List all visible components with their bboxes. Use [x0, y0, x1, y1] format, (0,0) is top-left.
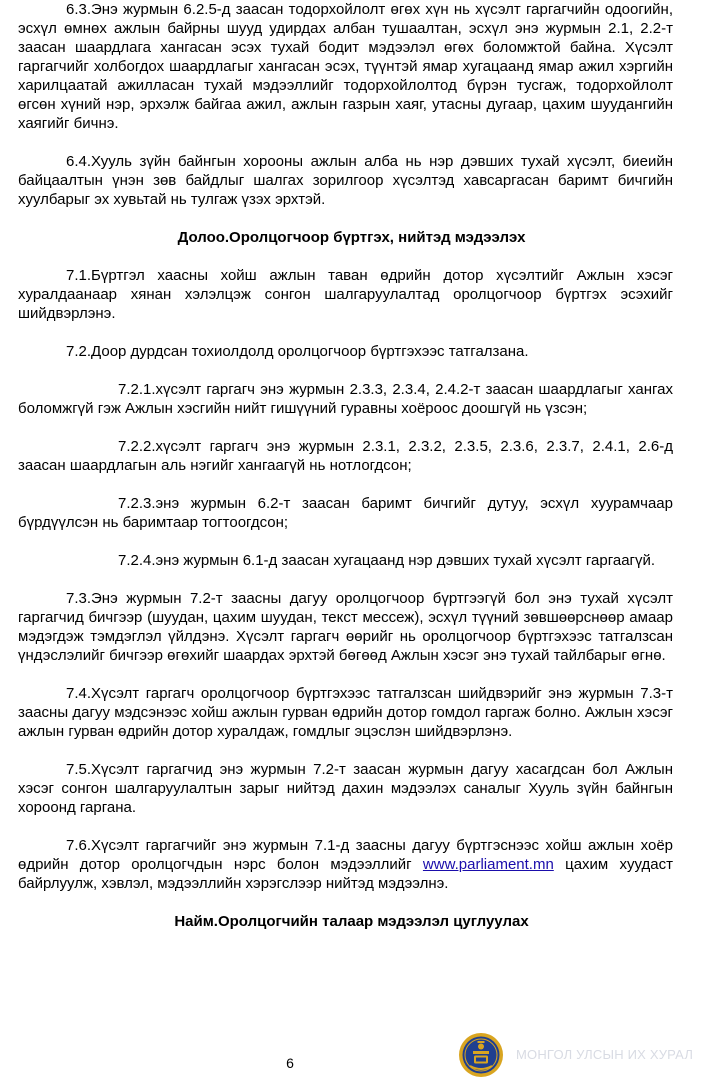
- parliament-website-link[interactable]: www.parliament.mn: [422, 856, 554, 873]
- paragraph-6-4: 6.4.Хууль зүйн байнгын хорооны ажлын алба нь нэр дэвших тухай хүсэлт, биеийн байцаалтын үнэн зөв байдлыг шалгах зорилгоор хүсэлтэд хавсаргасан баримт бичгийн хуулбарыг эх хувьтай нь тулгаж үзэх эрхтэй.: [18, 153, 673, 208]
- paragraph-7-1: 7.1.Бүртгэл хаасны хойш ажлын таван өдрийн дотор хүсэлтийг Ажлын хэсэг хуралдаанаар хянан хэлэлцэж сонгон шалгаруулалтад оролцогчоор бүртгэх эсэхийг шийдвэрлэнэ.: [18, 267, 673, 322]
- paragraph-7-2-4: 7.2.4.энэ журмын 6.1-д заасан хугацаанд нэр дэвших тухай хүсэлт гаргаагүй.: [118, 552, 656, 569]
- page-number: 6: [286, 1055, 294, 1071]
- paragraph-7-6-text-before: 7.6.Хүсэлт гаргагчийг энэ журмын 7.1-д заасны дагуу бүртгэснээс хойш ажлын хоёр өдрийн дотор оролцогчдын нэрс болон мэдээллийг: [18, 837, 673, 873]
- document-page: [18, 0, 673, 931]
- paragraph-6-3: 6.3.Энэ журмын 6.2.5-д заасан тодорхойлолт өгөх хүн нь хүсэлт гаргагчийн одоогийн, эсхүл өмнөх ажлын байрны шууд удирдах албан тушаалтан, эсхүл энэ журмын 2.1, 2.2-т заасан шаардлага хангасан эсэх тухай бодит мэдээлэл өгөх боломжтой байна. Хүсэлт гаргагчийг холбогдох шаардлагыг хангасан эсэх, түүнтэй ямар хугацаанд ямар ажил хэргийн харилцаатай ажилласан тухай мэдээллийг тодорхойлолтод бүрэн тусгаж, тодорхойлолт өгсөн хүний нэр, эрхэлж байгаа ажил, ажлын газрын хаяг, утасны дугаар, цахим шуудангийн хаягийг бичнэ.: [18, 1, 673, 132]
- state-emblem-icon: [458, 1032, 504, 1078]
- paragraph-7-2-1: 7.2.1.хүсэлт гаргагч энэ журмын 2.3.3, 2.3.4, 2.4.2-т заасан шаардлагыг хангах боломжгүй гэж Ажлын хэсгийн нийт гишүүний гуравны хоёроос доошгүй нь үзсэн;: [18, 381, 673, 417]
- footer-brand: [458, 1030, 718, 1080]
- paragraph-7-2-2: 7.2.2.хүсэлт гаргагч энэ журмын 2.3.1, 2.3.2, 2.3.5, 2.3.6, 2.3.7, 2.4.1, 2.6-д заасан шаардлагын аль нэгийг хангаагүй нь нотлогдсон;: [18, 438, 673, 474]
- section-heading-7: Долоо.Оролцогчоор бүртгэх, нийтэд мэдээлэх: [177, 229, 526, 246]
- paragraph-7-4: 7.4.Хүсэлт гаргагч оролцогчоор бүртгэхээс татгалзсан шийдвэрийг энэ журмын 7.3-т заасны дагуу мэдсэнээс хойш ажлын гурван өдрийн дотор гомдол гаргаж болно. Ажлын хэсэг ажлын гурван өдрийн дотор хуралдаж, гомдлыг эцэслэн шийдвэрлэнэ.: [18, 685, 673, 740]
- paragraph-7-3: 7.3.Энэ журмын 7.2-т заасны дагуу оролцогчоор бүртгээгүй бол энэ тухай хүсэлт гаргагчид бичгээр (шуудан, цахим шуудан, текст мессеж), эсхүл түүний зөвшөөрснөөр амаар мэдэгдэж тэмдэглэл үйлдэнэ. Хүсэлт гаргагч өөрийг нь оролцогчоор бүртгэхээс татгалзсан үндэслэлийг бичгээр өгөхийг шаардах эрхтэй бөгөөд Ажлын хэсэг энэ тухай тайлбарыг өгнө.: [18, 590, 673, 664]
- paragraph-7-5: 7.5.Хүсэлт гаргагчид энэ журмын 7.2-т заасан журмын дагуу хасагдсан бол Ажлын хэсэг сонгон шалгаруулалтын зарыг нийтэд дахин мэдээлэх саналыг Хууль зүйн байнгын хороонд гаргана.: [18, 761, 673, 816]
- paragraph-7-2-3: 7.2.3.энэ журмын 6.2-т заасан баримт бичгийг дутуу, эсхүл хуурамчаар бүрдүүлсэн нь баримтаар тогтоогдсон;: [18, 495, 673, 531]
- paragraph-7-6-text-after: цахим хуудаст байрлуулж, хэвлэл, мэдээллийн хэрэгслээр нийтэд мэдээлнэ.: [18, 856, 673, 892]
- section-heading-8: Найм.Оролцогчийн талаар мэдээлэл цуглуулах: [174, 913, 529, 930]
- footer-brand-text: МОНГОЛ УЛСЫН ИХ ХУРАЛ: [516, 1047, 694, 1062]
- paragraph-7-2: 7.2.Доор дурдсан тохиолдолд оролцогчоор бүртгэхээс татгалзана.: [66, 343, 529, 360]
- paragraph-7-6: [18, 836, 673, 893]
